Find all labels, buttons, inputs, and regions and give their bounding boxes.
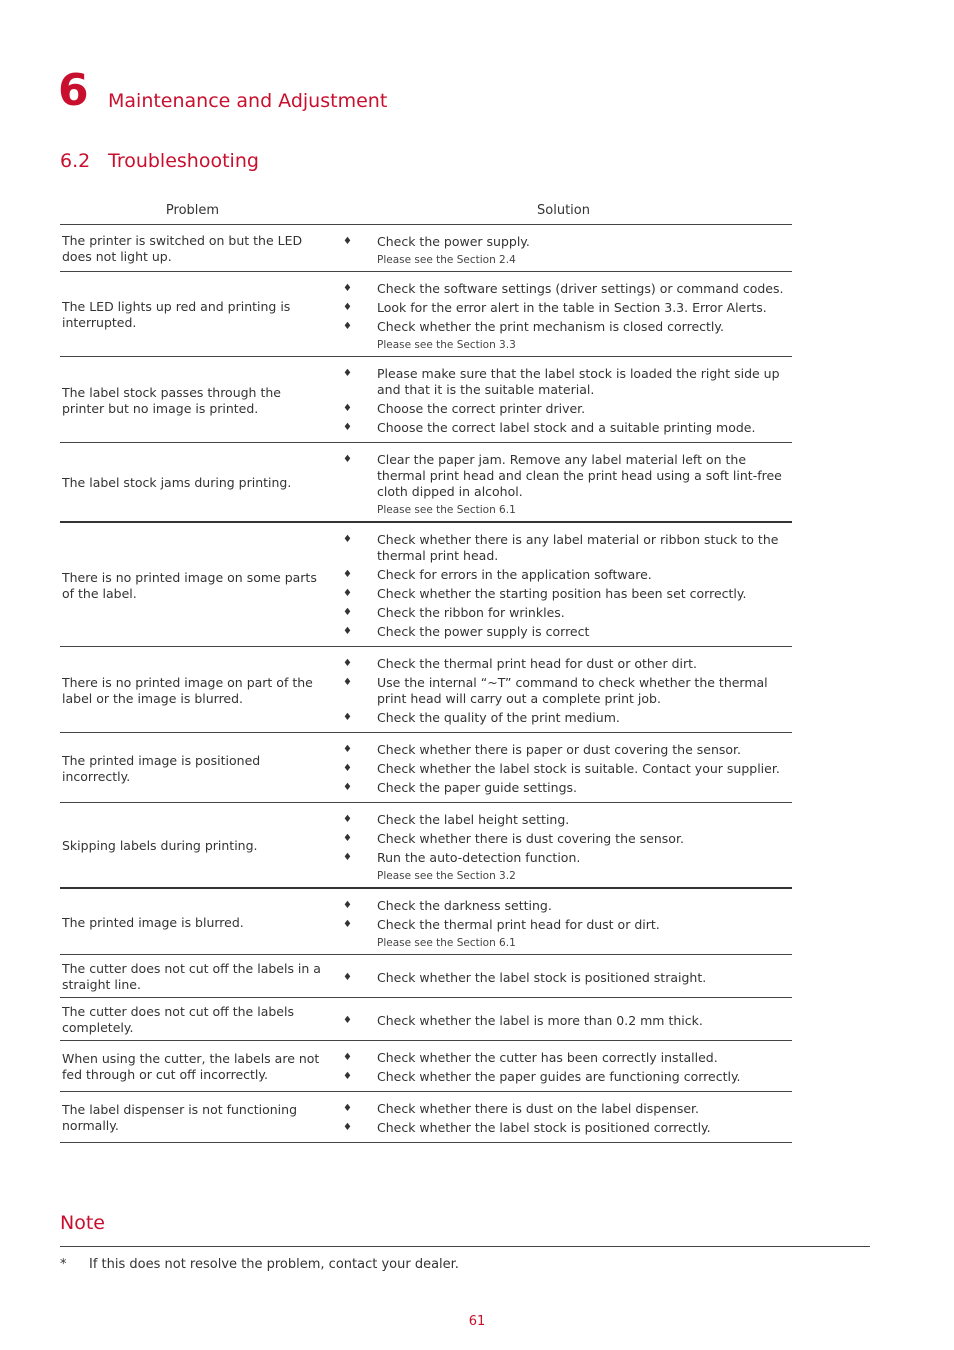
diamond-bullet-icon: ♦ [343,534,352,545]
diamond-bullet-icon: ♦ [343,422,352,433]
solution-cell [330,529,792,642]
diamond-bullet-icon: ♦ [343,677,352,688]
problem-cell: The label stock jams during printing. [62,475,292,490]
solution-text: Choose the correct label stock and a suitable printing mode. [377,420,756,435]
problem-cell: The label stock passes through the printer but no image is printed. [62,384,281,416]
solution-item [330,1013,792,1029]
problem-cell: The label dispenser is not functioning normally. [62,1102,298,1133]
solution-item [330,917,792,933]
problem-cell: There is no printed image on some parts of the label. [62,569,317,601]
solution-cell [330,231,792,267]
table-row [60,1041,792,1092]
table-header [60,197,792,225]
column-header-problem: Problem [165,203,220,218]
solution-item [330,761,792,777]
section-reference: Please see the Section 6.1 [377,504,516,516]
section-reference: Please see the Section 2.4 [377,254,516,266]
solution-cell [330,895,792,950]
problem-cell: The cutter does not cut off the labels in a straight line. [62,961,321,992]
solution-text: Check the software settings (driver settings) or command codes. [377,281,784,296]
diamond-bullet-icon: ♦ [343,658,352,669]
section-reference: Please see the Section 6.1 [377,937,516,949]
solution-text: Check whether the print mechanism is closed correctly. [377,319,724,334]
diamond-bullet-icon: ♦ [343,1052,352,1063]
diamond-bullet-icon: ♦ [343,744,352,755]
solution-text: Check the paper guide settings. [377,780,577,795]
solution-cell [330,739,792,798]
diamond-bullet-icon: ♦ [343,782,352,793]
diamond-bullet-icon: ♦ [343,833,352,844]
solution-item [330,420,792,436]
solution-item [330,1050,792,1066]
diamond-bullet-icon: ♦ [343,712,352,723]
solution-item [330,898,792,914]
diamond-bullet-icon: ♦ [343,321,352,332]
solution-cell [330,363,792,438]
section-reference: Please see the Section 3.2 [377,870,516,882]
solution-text: Choose the correct printer driver. [377,401,586,416]
solution-item [330,567,792,583]
diamond-bullet-icon: ♦ [343,971,352,983]
diamond-bullet-icon: ♦ [343,368,352,379]
diamond-bullet-icon: ♦ [343,1014,352,1026]
solution-text: Check the label height setting. [377,812,570,827]
solution-text: Use the internal “~T” command to check whether the thermal print head will carry out a complete print job. [377,675,768,706]
solution-text: Clear the paper jam. Remove any label material left on the thermal print head and clean the print head using a soft lint-free cloth dipped in alcohol. [377,452,782,499]
diamond-bullet-icon: ♦ [343,403,352,414]
solution-text: Check whether there is paper or dust covering the sensor. [377,742,742,757]
chapter-title: Maintenance and Adjustment [108,90,388,112]
diamond-bullet-icon: ♦ [343,626,352,637]
note-text [60,1256,459,1273]
note-body: If this does not resolve the problem, contact your dealer. [89,1257,459,1272]
solution-text: Check the thermal print head for dust or other dirt. [377,656,698,671]
diamond-bullet-icon: ♦ [343,814,352,825]
table-row [60,443,792,523]
solution-item [330,710,792,726]
diamond-bullet-icon: ♦ [343,919,352,930]
solution-cell [330,653,792,728]
solution-cell [330,809,792,883]
solution-item [330,1069,792,1085]
problem-cell: The cutter does not cut off the labels completely. [62,1004,294,1035]
diamond-bullet-icon: ♦ [343,900,352,911]
solution-text: Check whether the cutter has been correctly installed. [377,1050,718,1065]
section-title: Troubleshooting [108,150,259,172]
solution-text: Check the ribbon for wrinkles. [377,605,565,620]
table-row [60,357,792,443]
solution-item [330,366,792,398]
table-row [60,225,792,272]
solution-text: Run the auto-detection function. [377,850,581,865]
solution-item [330,970,792,986]
table-row [60,998,792,1041]
table-row [60,955,792,998]
solution-text: Check the power supply is correct [377,624,590,639]
problem-cell: The printer is switched on but the LED does not light up. [62,233,303,264]
solution-cell [330,1047,792,1087]
note-heading: Note [60,1212,105,1234]
solution-text: Check the darkness setting. [377,898,552,913]
solution-item [330,675,792,707]
diamond-bullet-icon: ♦ [343,607,352,618]
section-heading [60,148,259,174]
solution-text: Check whether the label stock is positioned correctly. [377,1120,711,1135]
solution-text: Check whether the paper guides are functioning correctly. [377,1069,741,1084]
problem-cell: Skipping labels during printing. [62,838,258,853]
problem-cell: The LED lights up red and printing is interrupted. [62,299,291,330]
solution-item [330,742,792,758]
solution-item [330,452,792,500]
solution-cell [330,1010,792,1031]
solution-item [330,780,792,796]
solution-item [330,850,792,866]
diamond-bullet-icon: ♦ [343,588,352,599]
solution-text: Check whether there is dust on the label dispenser. [377,1101,700,1116]
note-divider [60,1246,870,1247]
solution-item [330,1101,792,1117]
solution-cell [330,449,792,517]
diamond-bullet-icon: ♦ [343,302,352,313]
diamond-bullet-icon: ♦ [343,454,352,465]
note-marker: * [60,1257,67,1272]
page-number: 61 [468,1314,486,1329]
diamond-bullet-icon: ♦ [343,1071,352,1082]
solution-cell [330,278,792,352]
diamond-bullet-icon: ♦ [343,569,352,580]
diamond-bullet-icon: ♦ [343,236,352,247]
section-reference: Please see the Section 3.3 [377,339,516,351]
solution-item [330,319,792,335]
table-row [60,272,792,357]
solution-text: Check whether there is any label material or ribbon stuck to the thermal print head. [377,532,779,563]
table-row [60,803,792,889]
diamond-bullet-icon: ♦ [343,1103,352,1114]
solution-text: Check whether the label stock is positioned straight. [377,969,707,985]
solution-cell [330,967,792,988]
solution-text: Check whether the starting position has been set correctly. [377,586,747,601]
table-row [60,1092,792,1143]
solution-text: Check for errors in the application software. [377,567,652,582]
solution-item [330,656,792,672]
solution-item [330,586,792,602]
solution-item [330,234,792,250]
diamond-bullet-icon: ♦ [343,852,352,863]
solution-text: Please make sure that the label stock is loaded the right side up and that it is the suitable material. [377,366,780,397]
solution-text: Check the thermal print head for dust or dirt. [377,917,660,932]
diamond-bullet-icon: ♦ [343,1122,352,1133]
solution-item [330,532,792,564]
table-row [60,733,792,803]
problem-cell: There is no printed image on part of the label or the image is blurred. [62,674,313,706]
solution-item [330,401,792,417]
solution-item [330,281,792,297]
diamond-bullet-icon: ♦ [343,763,352,774]
solution-item [330,812,792,828]
solution-item [330,605,792,621]
solution-text: Look for the error alert in the table in Section 3.3. Error Alerts. [377,300,767,315]
solution-text: Check the quality of the print medium. [377,710,620,725]
solution-item [330,624,792,640]
column-header-solution: Solution [537,203,590,218]
table-row [60,889,792,955]
table-row [60,647,792,733]
problem-cell: The printed image is positioned incorrectly. [62,752,261,784]
solution-text: Check the power supply. [377,234,530,249]
solution-item [330,1120,792,1136]
solution-text: Check whether the label is more than 0.2 mm thick. [377,1012,703,1028]
table-row [60,523,792,647]
table-body [60,225,792,1143]
problem-cell: When using the cutter, the labels are not fed through or cut off incorrectly. [62,1051,320,1082]
solution-text: Check whether there is dust covering the sensor. [377,831,684,846]
troubleshooting-table [60,197,792,1143]
diamond-bullet-icon: ♦ [343,283,352,294]
section-number: 6.2 [60,150,91,172]
solution-item [330,831,792,847]
solution-text: Check whether the label stock is suitable. Contact your supplier. [377,761,780,776]
problem-cell: The printed image is blurred. [62,914,244,930]
solution-item [330,300,792,316]
chapter-number: 6 [58,65,89,116]
solution-cell [330,1098,792,1138]
